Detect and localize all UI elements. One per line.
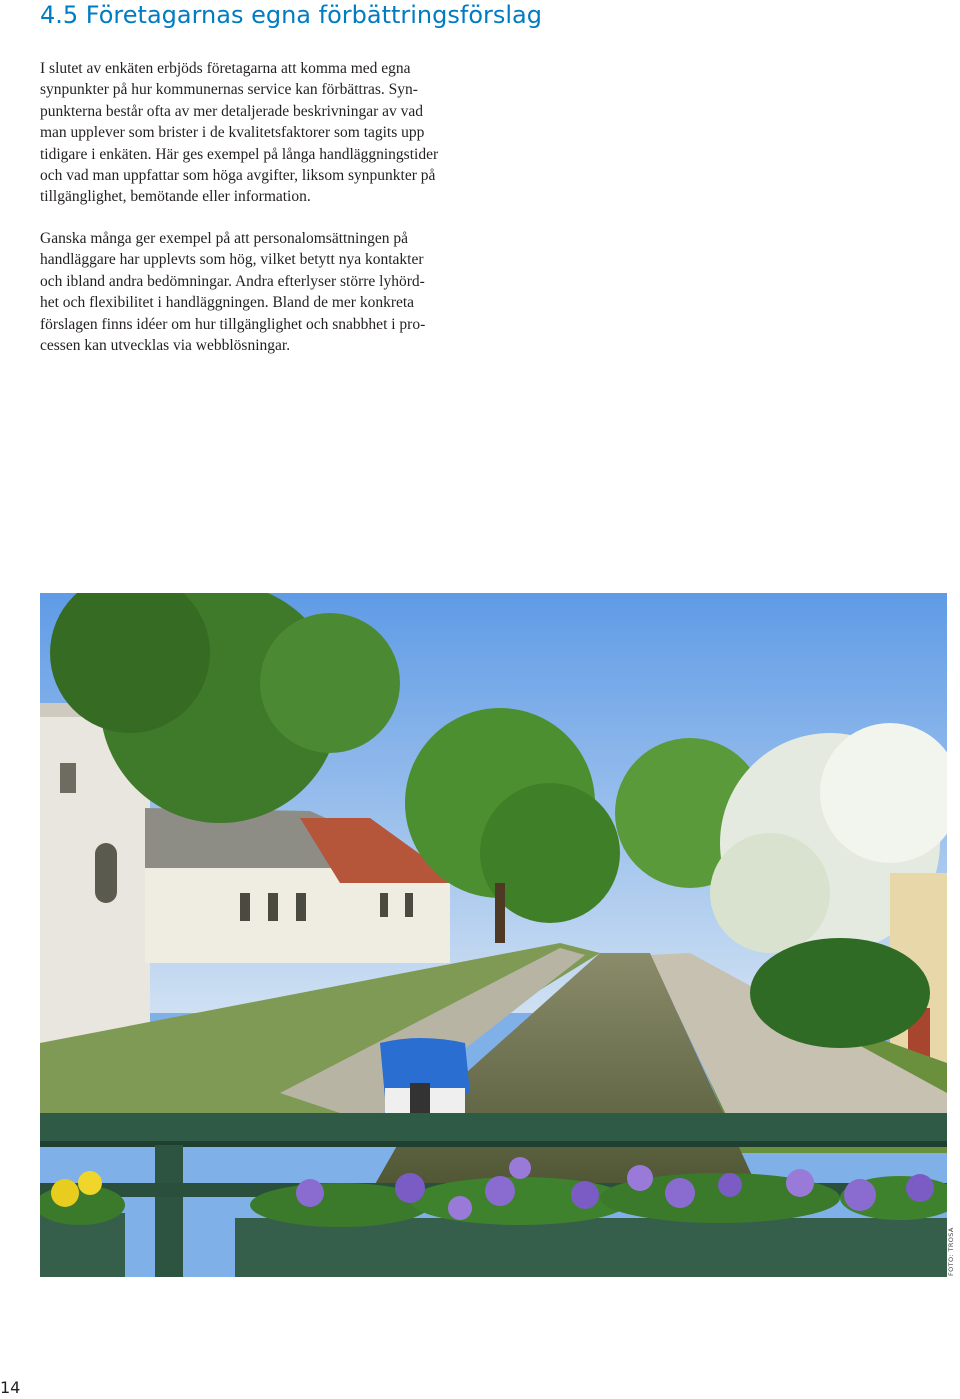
paragraph-1: [40, 58, 480, 208]
yellow-pansy: [51, 1179, 79, 1207]
paragraph-line: tillgänglighet, bemötande eller information.: [40, 188, 311, 206]
pansy-flower: [296, 1179, 324, 1207]
paragraph-line: och ibland andra bedömningar. Andra efterlyser större lyhörd-: [40, 272, 425, 290]
paragraph-line: het och flexibilitet i handläggningen. Bland de mer konkreta: [40, 294, 415, 312]
canal-photo-illustration: [40, 593, 947, 1277]
page-number: 14: [0, 1378, 21, 1397]
paragraph-line: punkterna består ofta av mer detaljerade beskrivningar av vad: [40, 102, 424, 120]
bridge-railing-post: [155, 1145, 183, 1277]
section-heading: 4.5 Företagarnas egna förbättringsförslag: [40, 1, 542, 29]
bridge-railing-top: [40, 1113, 947, 1145]
paragraph-line: man upplever som brister i de kvalitetsfaktorer som tagits upp: [40, 124, 425, 142]
paragraph-line: tidigare i enkäten. Här ges exempel på långa handläggningstider: [40, 145, 439, 163]
paragraph-line: Ganska många ger exempel på att personalomsättningen på: [40, 230, 408, 247]
photo-credit: FOTO: TROSA: [947, 1227, 955, 1276]
canal-photo: [40, 593, 947, 1277]
paragraph-line: cessen kan utvecklas via webblösningar.: [40, 337, 291, 355]
paragraph-line: förslagen finns idéer om hur tillgänglighet och snabbhet i pro-: [40, 315, 426, 333]
paragraph-2: [40, 228, 480, 356]
paragraph-line: och vad man uppfattar som höga avgifter, liksom synpunkter på: [40, 167, 436, 185]
paragraph-line: I slutet av enkäten erbjöds företagarna att komma med egna: [40, 60, 411, 77]
paragraph-line: synpunkter på hur kommunernas service kan förbättras. Syn-: [40, 81, 418, 99]
paragraph-line: handläggare har upplevts som hög, vilket betytt nya kontakter: [40, 251, 424, 269]
